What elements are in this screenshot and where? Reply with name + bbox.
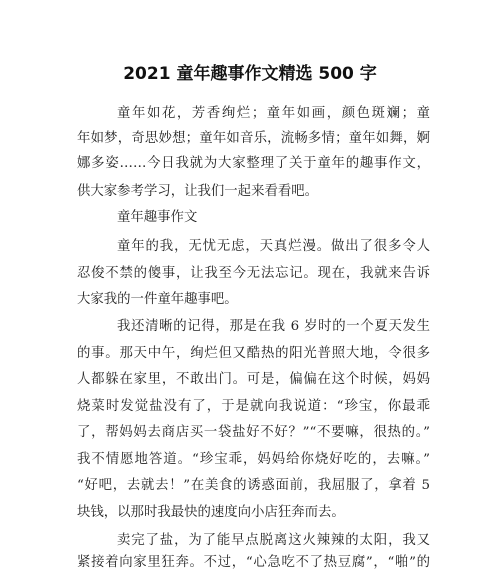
paragraph-line: 忍俊不禁的傻事，让我至今无法忘记。现在，我就来告诉 [77,266,430,281]
paragraph-line: 童年如花，芳香绚烂；童年如画，颜色斑斓；童 [117,106,430,121]
paragraph-line: 娜多姿……今日我就为大家整理了关于童年的趣事作文， [77,156,430,171]
document-title: 2021 童年趣事作文精选 500 字 [123,64,377,84]
paragraph-line: 人都躲在家里，不敢出门。可是，偏偏在这个时候，妈妈 [77,372,430,387]
paragraph-line: 我还清晰的记得，那是在我 6 岁时的一个夏天发生 [117,319,430,334]
paragraph-line: 烧菜时发觉盐没有了，于是就向我说道：“珍宝，你最乖 [77,399,430,414]
paragraph-line: 年如梦，奇思妙想；童年如音乐，流畅多情；童年如舞，婀 [77,131,430,146]
paragraph-line: 我不情愿地答道。“珍宝乖，妈妈给你烧好吃的，去嘛。” [77,452,430,467]
paragraph-line: 供大家参考学习，让我们一起来看看吧。 [77,184,319,199]
paragraph-line: 紧接着向家里狂奔。不过，“心急吃不了热豆腐”，“啪”的 [77,555,430,570]
paragraph-line: 大家我的一件童年趣事吧。 [77,292,238,307]
paragraph-line: 童年的我，无忧无虑，天真烂漫。做出了很多令人 [117,239,430,254]
section-heading: 童年趣事作文 [117,210,198,225]
paragraph-line: 卖完了盐，为了能早点脱离这火辣辣的太阳，我又 [117,533,430,548]
paragraph-line: “好吧，去就去！”在美食的诱惑面前，我屈服了，拿着 5 [77,478,430,493]
paragraph-line: 了，帮妈妈去商店买一袋盐好不好？”“不要嘛，很热的。” [77,425,430,440]
paragraph-line: 块钱，以那时我最快的速度向小店狂奔而去。 [77,505,345,520]
paragraph-line: 的事。那天中午，绚烂但又酷热的阳光普照大地，令很多 [77,346,430,361]
